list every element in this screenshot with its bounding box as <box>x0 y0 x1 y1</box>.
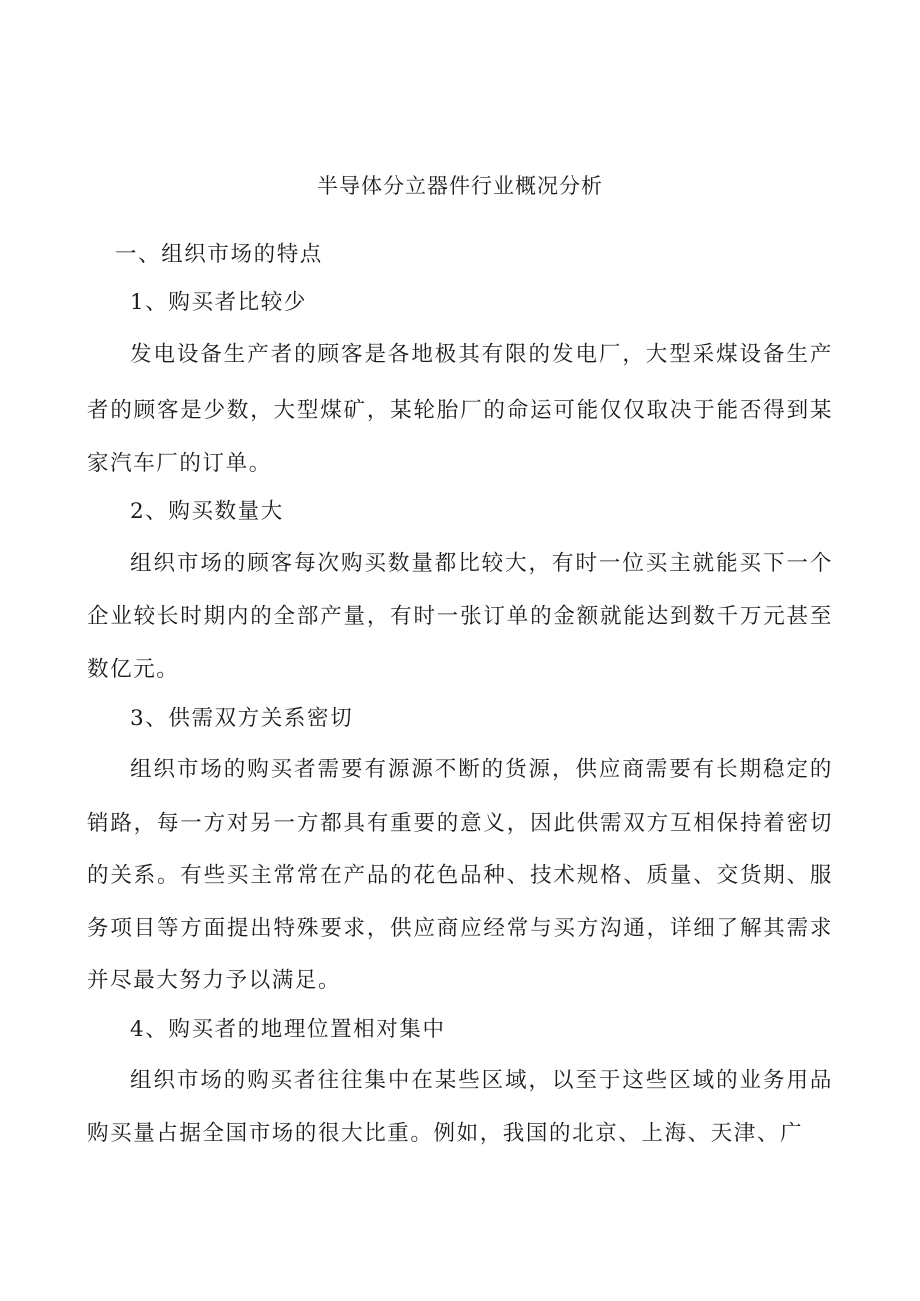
section-heading: 一、组织市场的特点 <box>115 242 323 267</box>
paragraph-line: 的关系。有些买主常常在产品的花色品种、技术规格、质量、交货期、服 <box>87 863 833 888</box>
paragraph-line: 数亿元。 <box>87 657 180 682</box>
paragraph-line: 购买量占据全国市场的很大比重。例如，我国的北京、上海、天津、广 <box>87 1121 804 1146</box>
item-heading-2: 2、购买数量大 <box>130 499 284 524</box>
paragraph-line: 发电设备生产者的顾客是各地极其有限的发电厂，大型采煤设备生产 <box>130 342 833 367</box>
paragraph-line: 组织市场的购买者往往集中在某些区域，以至于这些区域的业务用品 <box>130 1068 833 1093</box>
paragraph-line: 并尽最大努力予以满足。 <box>87 968 342 993</box>
paragraph-line: 组织市场的购买者需要有源源不断的货源，供应商需要有长期稳定的 <box>130 757 833 782</box>
document-title: 半导体分立器件行业概况分析 <box>317 174 603 198</box>
item-heading-4: 4、购买者的地理位置相对集中 <box>130 1017 446 1042</box>
paragraph-line: 务项目等方面提出特殊要求，供应商应经常与买方沟通，详细了解其需求 <box>87 916 833 941</box>
paragraph-line: 者的顾客是少数，大型煤矿，某轮胎厂的命运可能仅仅取决于能否得到某 <box>87 398 833 423</box>
paragraph-line: 家汽车厂的订单。 <box>87 451 272 476</box>
paragraph-line: 销路，每一方对另一方都具有重要的意义，因此供需双方互相保持着密切 <box>87 811 833 836</box>
paragraph-line: 企业较长时期内的全部产量，有时一张订单的金额就能达到数千万元甚至 <box>87 604 833 629</box>
item-heading-3: 3、供需双方关系密切 <box>130 706 354 731</box>
paragraph-line: 组织市场的顾客每次购买数量都比较大，有时一位买主就能买下一个 <box>130 551 833 576</box>
item-heading-1: 1、购买者比较少 <box>130 290 307 315</box>
